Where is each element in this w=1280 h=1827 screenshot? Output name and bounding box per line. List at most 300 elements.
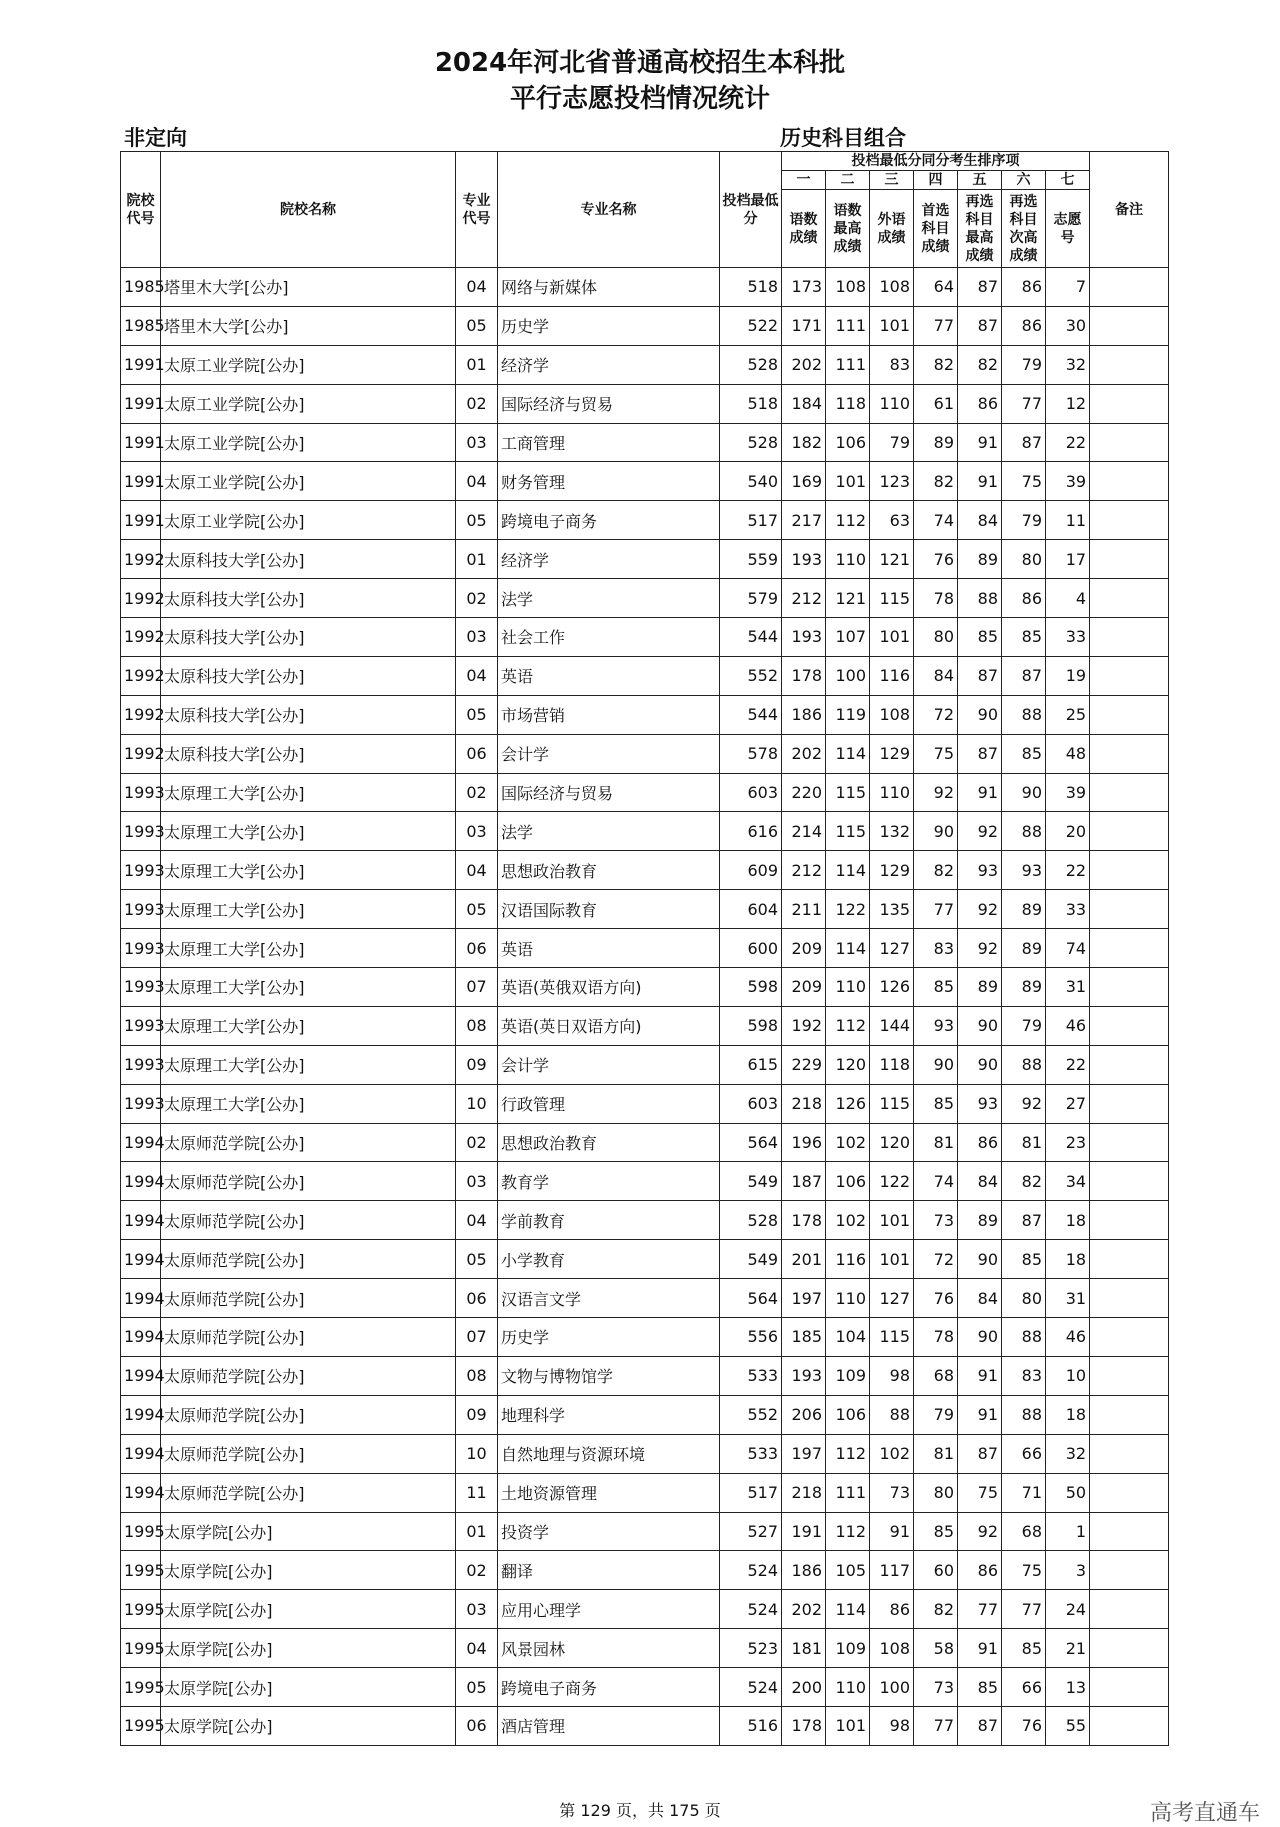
cell-score-3: 123: [870, 462, 914, 501]
cell-school-name: 太原科技大学[公办]: [161, 695, 456, 734]
cell-school-name: 太原工业学院[公办]: [161, 345, 456, 384]
cell-score-6: 86: [1002, 306, 1046, 345]
table-row: [121, 1240, 1169, 1279]
cell-preference-no: 33: [1046, 890, 1090, 929]
cell-score-6: 71: [1002, 1473, 1046, 1512]
cell-score-4: 60: [914, 1551, 958, 1590]
cell-major-code: 04: [456, 656, 498, 695]
cell-major-code: 04: [456, 1201, 498, 1240]
cell-major-name: 会计学: [498, 734, 720, 773]
header-major-code: 专业代号: [456, 152, 498, 268]
cell-score-3: 120: [870, 1123, 914, 1162]
cell-preference-no: 22: [1046, 423, 1090, 462]
cell-school-name: 太原科技大学[公办]: [161, 540, 456, 579]
cell-score-5: 91: [958, 773, 1002, 812]
cell-score-3: 115: [870, 579, 914, 618]
cell-major-code: 05: [456, 501, 498, 540]
cell-school-code: 1992: [121, 656, 161, 695]
cell-score-5: 87: [958, 1706, 1002, 1745]
cell-preference-no: 74: [1046, 929, 1090, 968]
cell-school-code: 1992: [121, 695, 161, 734]
cell-score-4: 80: [914, 1473, 958, 1512]
cell-score-5: 90: [958, 695, 1002, 734]
cell-score-2: 101: [826, 462, 870, 501]
cell-min-score: 516: [720, 1706, 782, 1745]
cell-score-6: 83: [1002, 1356, 1046, 1395]
cell-score-2: 111: [826, 345, 870, 384]
cell-score-5: 91: [958, 462, 1002, 501]
cell-min-score: 604: [720, 890, 782, 929]
cell-min-score: 598: [720, 968, 782, 1007]
cell-score-3: 101: [870, 306, 914, 345]
table-row: [121, 1279, 1169, 1318]
cell-score-4: 68: [914, 1356, 958, 1395]
cell-major-name: 经济学: [498, 540, 720, 579]
cell-score-1: 193: [782, 540, 826, 579]
cell-score-1: 197: [782, 1434, 826, 1473]
cell-score-6: 88: [1002, 1045, 1046, 1084]
cell-school-code: 1993: [121, 968, 161, 1007]
cell-major-name: 思想政治教育: [498, 851, 720, 890]
cell-score-1: 212: [782, 579, 826, 618]
cell-score-1: 178: [782, 1201, 826, 1240]
cell-preference-no: 13: [1046, 1668, 1090, 1707]
table-row: [121, 773, 1169, 812]
cell-score-5: 92: [958, 929, 1002, 968]
cell-score-3: 108: [870, 268, 914, 307]
cell-major-code: 02: [456, 579, 498, 618]
table-row: [121, 501, 1169, 540]
cell-score-5: 86: [958, 1123, 1002, 1162]
cell-score-4: 81: [914, 1434, 958, 1473]
cell-min-score: 609: [720, 851, 782, 890]
cell-score-2: 109: [826, 1629, 870, 1668]
cell-score-5: 87: [958, 656, 1002, 695]
cell-score-2: 106: [826, 423, 870, 462]
table-row: [121, 695, 1169, 734]
cell-school-code: 1985: [121, 268, 161, 307]
cell-remark: [1090, 1045, 1169, 1084]
cell-score-3: 129: [870, 734, 914, 773]
cell-score-1: 200: [782, 1668, 826, 1707]
cell-major-name: 汉语言文学: [498, 1279, 720, 1318]
cell-school-name: 太原工业学院[公办]: [161, 501, 456, 540]
table-row: [121, 306, 1169, 345]
cell-preference-no: 31: [1046, 1279, 1090, 1318]
cell-major-name: 跨境电子商务: [498, 1668, 720, 1707]
cell-preference-no: 33: [1046, 618, 1090, 657]
cell-score-4: 82: [914, 345, 958, 384]
cell-score-4: 90: [914, 1045, 958, 1084]
cell-score-4: 75: [914, 734, 958, 773]
table-row: [121, 890, 1169, 929]
cell-remark: [1090, 1434, 1169, 1473]
cell-school-name: 太原师范学院[公办]: [161, 1279, 456, 1318]
cell-major-name: 社会工作: [498, 618, 720, 657]
cell-score-4: 72: [914, 1240, 958, 1279]
cell-school-code: 1994: [121, 1240, 161, 1279]
page-subtitle: 平行志愿投档情况统计: [509, 84, 770, 114]
cell-remark: [1090, 384, 1169, 423]
cell-remark: [1090, 540, 1169, 579]
cell-score-3: 98: [870, 1706, 914, 1745]
cell-school-name: 太原学院[公办]: [161, 1512, 456, 1551]
cell-major-code: 02: [456, 384, 498, 423]
cell-min-score: 603: [720, 1084, 782, 1123]
cell-score-2: 112: [826, 1434, 870, 1473]
table-row: [121, 1668, 1169, 1707]
cell-min-score: 518: [720, 268, 782, 307]
cell-school-code: 1991: [121, 501, 161, 540]
cell-score-2: 110: [826, 540, 870, 579]
cell-score-5: 87: [958, 306, 1002, 345]
cell-remark: [1090, 1668, 1169, 1707]
cell-major-code: 02: [456, 1551, 498, 1590]
cell-score-4: 84: [914, 656, 958, 695]
cell-score-5: 90: [958, 1006, 1002, 1045]
cell-major-code: 10: [456, 1084, 498, 1123]
cell-score-6: 82: [1002, 1162, 1046, 1201]
cell-score-6: 89: [1002, 890, 1046, 929]
cell-score-5: 93: [958, 851, 1002, 890]
cell-min-score: 564: [720, 1279, 782, 1318]
cell-score-1: 202: [782, 1590, 826, 1629]
cell-major-code: 09: [456, 1045, 498, 1084]
cell-school-code: 1994: [121, 1473, 161, 1512]
cell-school-code: 1994: [121, 1356, 161, 1395]
header-item-elective-max: 再选科目最高成绩: [958, 190, 1002, 268]
cell-school-name: 太原学院[公办]: [161, 1668, 456, 1707]
cell-score-4: 72: [914, 695, 958, 734]
cell-min-score: 559: [720, 540, 782, 579]
cell-score-2: 111: [826, 1473, 870, 1512]
cell-remark: [1090, 1318, 1169, 1357]
cell-school-name: 太原理工大学[公办]: [161, 929, 456, 968]
header-item-elective-second: 再选科目次高成绩: [1002, 190, 1046, 268]
cell-major-code: 01: [456, 1512, 498, 1551]
cell-score-1: 197: [782, 1279, 826, 1318]
cell-remark: [1090, 1356, 1169, 1395]
cell-score-5: 91: [958, 1395, 1002, 1434]
cell-min-score: 528: [720, 1201, 782, 1240]
cell-score-1: 169: [782, 462, 826, 501]
cell-score-2: 112: [826, 1512, 870, 1551]
cell-score-6: 80: [1002, 540, 1046, 579]
cell-major-code: 08: [456, 1356, 498, 1395]
cell-major-code: 06: [456, 1279, 498, 1318]
cell-score-5: 92: [958, 890, 1002, 929]
cell-score-5: 92: [958, 1512, 1002, 1551]
cell-major-code: 02: [456, 773, 498, 812]
cell-major-code: 06: [456, 734, 498, 773]
cell-score-6: 87: [1002, 1201, 1046, 1240]
cell-score-5: 88: [958, 579, 1002, 618]
page-title: 2024年河北省普通高校招生本科批: [434, 48, 846, 78]
cell-major-code: 04: [456, 462, 498, 501]
cell-score-2: 106: [826, 1162, 870, 1201]
table-row: [121, 968, 1169, 1007]
cell-min-score: 603: [720, 773, 782, 812]
table-row: [121, 1201, 1169, 1240]
cell-min-score: 552: [720, 1395, 782, 1434]
cell-preference-no: 27: [1046, 1084, 1090, 1123]
cell-min-score: 524: [720, 1590, 782, 1629]
cell-preference-no: 3: [1046, 1551, 1090, 1590]
cell-major-code: 05: [456, 306, 498, 345]
cell-score-1: 182: [782, 423, 826, 462]
cell-school-name: 塔里木大学[公办]: [161, 306, 456, 345]
cell-school-name: 太原师范学院[公办]: [161, 1473, 456, 1512]
cell-school-name: 太原师范学院[公办]: [161, 1162, 456, 1201]
cell-major-name: 酒店管理: [498, 1706, 720, 1745]
cell-score-6: 79: [1002, 501, 1046, 540]
cell-school-code: 1993: [121, 773, 161, 812]
cell-score-3: 118: [870, 1045, 914, 1084]
cell-score-3: 117: [870, 1551, 914, 1590]
cell-score-3: 135: [870, 890, 914, 929]
cell-preference-no: 22: [1046, 851, 1090, 890]
cell-score-6: 88: [1002, 812, 1046, 851]
cell-remark: [1090, 1629, 1169, 1668]
header-order-6: 六: [1002, 171, 1046, 190]
cell-score-6: 88: [1002, 695, 1046, 734]
cell-score-3: 115: [870, 1084, 914, 1123]
cell-score-6: 66: [1002, 1668, 1046, 1707]
cell-school-code: 1985: [121, 306, 161, 345]
table-row: [121, 1706, 1169, 1745]
cell-preference-no: 1: [1046, 1512, 1090, 1551]
table-row: [121, 345, 1169, 384]
cell-major-name: 文物与博物馆学: [498, 1356, 720, 1395]
cell-major-name: 跨境电子商务: [498, 501, 720, 540]
cell-score-3: 101: [870, 1201, 914, 1240]
cell-preference-no: 18: [1046, 1240, 1090, 1279]
cell-major-name: 教育学: [498, 1162, 720, 1201]
cell-score-4: 73: [914, 1668, 958, 1707]
cell-remark: [1090, 423, 1169, 462]
cell-remark: [1090, 1279, 1169, 1318]
cell-score-5: 90: [958, 1240, 1002, 1279]
cell-score-3: 88: [870, 1395, 914, 1434]
cell-major-name: 英语(英俄双语方向): [498, 968, 720, 1007]
cell-score-2: 121: [826, 579, 870, 618]
cell-major-code: 05: [456, 1240, 498, 1279]
cell-school-code: 1992: [121, 540, 161, 579]
cell-min-score: 518: [720, 384, 782, 423]
cell-score-4: 78: [914, 579, 958, 618]
cell-school-name: 太原理工大学[公办]: [161, 1006, 456, 1045]
cell-major-name: 经济学: [498, 345, 720, 384]
cell-score-1: 196: [782, 1123, 826, 1162]
cell-score-3: 102: [870, 1434, 914, 1473]
cell-score-3: 83: [870, 345, 914, 384]
cell-score-2: 122: [826, 890, 870, 929]
header-item-preference-no: 志愿号: [1046, 190, 1090, 268]
cell-major-code: 01: [456, 540, 498, 579]
cell-major-name: 思想政治教育: [498, 1123, 720, 1162]
cell-score-3: 108: [870, 695, 914, 734]
cell-score-4: 77: [914, 306, 958, 345]
cell-score-2: 100: [826, 656, 870, 695]
cell-school-name: 太原理工大学[公办]: [161, 773, 456, 812]
cell-score-6: 79: [1002, 1006, 1046, 1045]
cell-min-score: 556: [720, 1318, 782, 1357]
cell-min-score: 524: [720, 1551, 782, 1590]
cell-score-5: 92: [958, 812, 1002, 851]
cell-major-name: 历史学: [498, 1318, 720, 1357]
cell-major-code: 04: [456, 1629, 498, 1668]
cell-school-name: 太原理工大学[公办]: [161, 1045, 456, 1084]
cell-score-4: 90: [914, 812, 958, 851]
cell-remark: [1090, 501, 1169, 540]
cell-remark: [1090, 579, 1169, 618]
subject-group-label: 历史科目组合: [780, 126, 906, 150]
cell-score-5: 93: [958, 1084, 1002, 1123]
cell-preference-no: 4: [1046, 579, 1090, 618]
table-row: [121, 1473, 1169, 1512]
table-row: [121, 929, 1169, 968]
cell-remark: [1090, 734, 1169, 773]
cell-major-code: 06: [456, 1706, 498, 1745]
cell-preference-no: 10: [1046, 1356, 1090, 1395]
cell-major-name: 国际经济与贸易: [498, 384, 720, 423]
cell-school-code: 1994: [121, 1279, 161, 1318]
cell-min-score: 616: [720, 812, 782, 851]
cell-preference-no: 19: [1046, 656, 1090, 695]
cell-score-2: 112: [826, 1006, 870, 1045]
cell-score-6: 85: [1002, 618, 1046, 657]
cell-score-6: 89: [1002, 929, 1046, 968]
cell-score-3: 129: [870, 851, 914, 890]
cell-score-1: 218: [782, 1084, 826, 1123]
cell-score-5: 90: [958, 1318, 1002, 1357]
cell-school-name: 太原师范学院[公办]: [161, 1395, 456, 1434]
cell-preference-no: 24: [1046, 1590, 1090, 1629]
cell-score-1: 186: [782, 695, 826, 734]
cell-score-1: 185: [782, 1318, 826, 1357]
table-row: [121, 1590, 1169, 1629]
cell-school-code: 1993: [121, 1045, 161, 1084]
cell-preference-no: 18: [1046, 1201, 1090, 1240]
header-item-chinese-math-max: 语数最高成绩: [826, 190, 870, 268]
cell-score-5: 86: [958, 1551, 1002, 1590]
cell-school-name: 太原科技大学[公办]: [161, 618, 456, 657]
cell-score-4: 74: [914, 501, 958, 540]
cell-score-3: 144: [870, 1006, 914, 1045]
cell-score-4: 74: [914, 1162, 958, 1201]
cell-score-3: 121: [870, 540, 914, 579]
table-row: [121, 423, 1169, 462]
table-row: [121, 851, 1169, 890]
cell-school-code: 1994: [121, 1434, 161, 1473]
cell-min-score: 615: [720, 1045, 782, 1084]
cell-remark: [1090, 268, 1169, 307]
cell-score-6: 81: [1002, 1123, 1046, 1162]
cell-score-2: 115: [826, 773, 870, 812]
cell-score-1: 191: [782, 1512, 826, 1551]
cell-school-name: 太原师范学院[公办]: [161, 1123, 456, 1162]
cell-major-name: 土地资源管理: [498, 1473, 720, 1512]
cell-major-code: 08: [456, 1006, 498, 1045]
cell-score-1: 192: [782, 1006, 826, 1045]
cell-score-5: 87: [958, 734, 1002, 773]
cell-score-3: 132: [870, 812, 914, 851]
cell-score-5: 86: [958, 384, 1002, 423]
cell-major-name: 小学教育: [498, 1240, 720, 1279]
cell-score-6: 87: [1002, 656, 1046, 695]
header-remark: 备注: [1090, 152, 1169, 268]
cell-score-1: 211: [782, 890, 826, 929]
cell-school-name: 太原理工大学[公办]: [161, 890, 456, 929]
table-row: [121, 656, 1169, 695]
cell-school-name: 太原科技大学[公办]: [161, 656, 456, 695]
cell-score-1: 202: [782, 734, 826, 773]
header-school-name: 院校名称: [161, 152, 456, 268]
cell-score-2: 101: [826, 1706, 870, 1745]
cell-score-2: 118: [826, 384, 870, 423]
cell-school-name: 太原学院[公办]: [161, 1551, 456, 1590]
cell-score-6: 85: [1002, 734, 1046, 773]
cell-remark: [1090, 306, 1169, 345]
cell-score-2: 102: [826, 1123, 870, 1162]
cell-major-code: 07: [456, 1318, 498, 1357]
cell-score-6: 85: [1002, 1240, 1046, 1279]
table-row: [121, 1395, 1169, 1434]
cell-school-name: 太原科技大学[公办]: [161, 579, 456, 618]
cell-remark: [1090, 345, 1169, 384]
cell-remark: [1090, 1123, 1169, 1162]
cell-score-1: 201: [782, 1240, 826, 1279]
cell-preference-no: 23: [1046, 1123, 1090, 1162]
cell-school-name: 太原工业学院[公办]: [161, 423, 456, 462]
cell-score-3: 73: [870, 1473, 914, 1512]
cell-score-4: 61: [914, 384, 958, 423]
cell-preference-no: 30: [1046, 306, 1090, 345]
cell-score-2: 114: [826, 929, 870, 968]
cell-school-code: 1991: [121, 384, 161, 423]
cell-preference-no: 7: [1046, 268, 1090, 307]
cell-score-1: 214: [782, 812, 826, 851]
cell-school-code: 1995: [121, 1629, 161, 1668]
cell-remark: [1090, 1473, 1169, 1512]
cell-school-code: 1992: [121, 734, 161, 773]
cell-school-code: 1993: [121, 851, 161, 890]
cell-score-6: 88: [1002, 1318, 1046, 1357]
cell-score-2: 114: [826, 851, 870, 890]
table-row: [121, 579, 1169, 618]
cell-score-1: 184: [782, 384, 826, 423]
cell-min-score: 524: [720, 1668, 782, 1707]
cell-score-6: 77: [1002, 1590, 1046, 1629]
cell-preference-no: 31: [1046, 968, 1090, 1007]
cell-score-1: 186: [782, 1551, 826, 1590]
cell-preference-no: 21: [1046, 1629, 1090, 1668]
admission-table: [120, 151, 1169, 1746]
cell-score-5: 75: [958, 1473, 1002, 1512]
cell-score-4: 85: [914, 1084, 958, 1123]
header-order-7: 七: [1046, 171, 1090, 190]
cell-score-2: 115: [826, 812, 870, 851]
cell-school-name: 太原理工大学[公办]: [161, 1084, 456, 1123]
cell-school-name: 太原师范学院[公办]: [161, 1240, 456, 1279]
cell-min-score: 549: [720, 1240, 782, 1279]
cell-score-6: 92: [1002, 1084, 1046, 1123]
cell-score-4: 79: [914, 1395, 958, 1434]
cell-score-1: 202: [782, 345, 826, 384]
cell-school-code: 1993: [121, 1006, 161, 1045]
cell-min-score: 522: [720, 306, 782, 345]
cell-score-1: 218: [782, 1473, 826, 1512]
